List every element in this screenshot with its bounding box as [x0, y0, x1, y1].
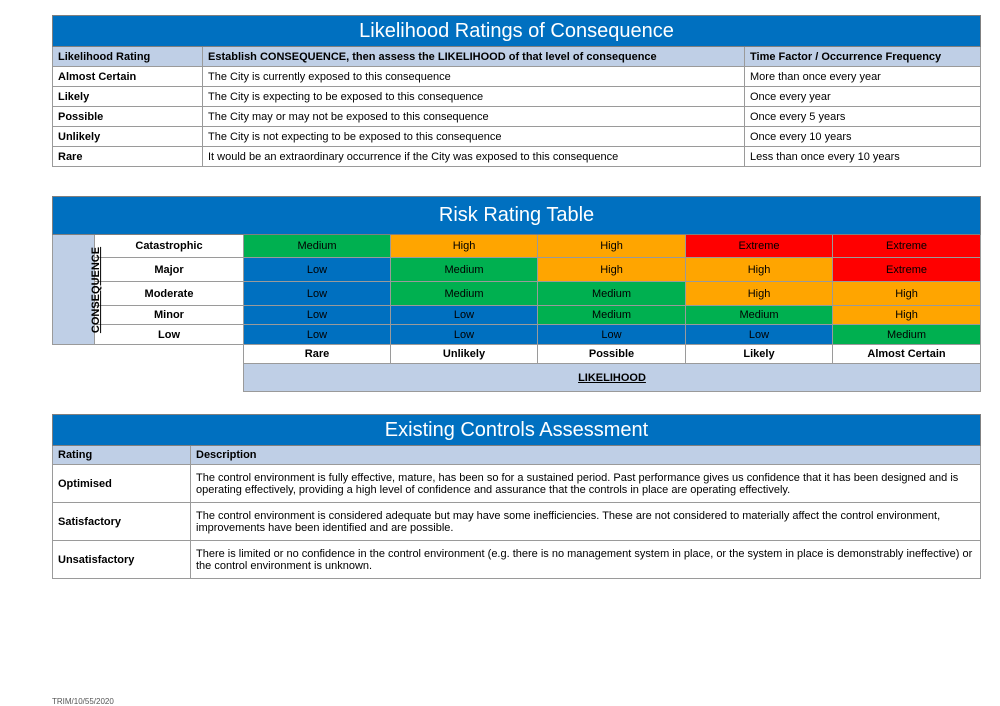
- controls-assessment-table: [52, 414, 981, 579]
- risk-cell: Low: [244, 325, 391, 345]
- description-cell: The City is not expecting to be exposed to this consequence: [203, 127, 745, 147]
- risk-cell: Low: [686, 325, 833, 345]
- risk-cell: Low: [391, 325, 538, 345]
- table-row: [53, 465, 981, 503]
- risk-cell: Low: [244, 258, 391, 282]
- risk-cell: High: [391, 235, 538, 258]
- risk-cell: Low: [244, 306, 391, 325]
- risk-cell: High: [833, 282, 981, 306]
- likelihood-label: Rare: [244, 345, 391, 364]
- document-code: TRIM/10/55/2020: [52, 697, 114, 706]
- risk-table-title: Risk Rating Table: [53, 197, 981, 235]
- risk-cell: Medium: [538, 282, 686, 306]
- header-cell: Likelihood Rating: [53, 47, 203, 67]
- consequence-label: Moderate: [95, 282, 244, 306]
- controls-table-title: Existing Controls Assessment: [53, 415, 981, 446]
- table-row: [53, 107, 981, 127]
- table-row: [53, 87, 981, 107]
- consequence-label: Minor: [95, 306, 244, 325]
- likelihood-axis-row: [53, 364, 981, 392]
- risk-cell: High: [538, 258, 686, 282]
- risk-cell: High: [538, 235, 686, 258]
- matrix-row: [53, 258, 981, 282]
- header-cell: Establish CONSEQUENCE, then assess the LIKELIHOOD of that level of consequence: [203, 47, 745, 67]
- likelihood-ratings-table: [52, 15, 981, 167]
- table-row: [53, 503, 981, 541]
- risk-cell: High: [686, 258, 833, 282]
- description-cell: The City is currently exposed to this consequence: [203, 67, 745, 87]
- matrix-row: [53, 282, 981, 306]
- rating-cell: Satisfactory: [53, 503, 191, 541]
- description-cell: The City may or may not be exposed to this consequence: [203, 107, 745, 127]
- consequence-label: Low: [95, 325, 244, 345]
- risk-cell: Low: [244, 282, 391, 306]
- table-row: [53, 541, 981, 579]
- rating-cell: Rare: [53, 147, 203, 167]
- description-cell: The City is expecting to be exposed to this consequence: [203, 87, 745, 107]
- description-cell: There is limited or no confidence in the control environment (e.g. there is no management system in place, or the system in place is demonstrably ineffective) or the control environment is unknown.: [191, 541, 981, 579]
- likelihood-axis-label: LIKELIHOOD: [244, 364, 981, 392]
- frequency-cell: More than once every year: [745, 67, 981, 87]
- rating-cell: Almost Certain: [53, 67, 203, 87]
- risk-rating-matrix: [52, 196, 981, 392]
- likelihood-label: Possible: [538, 345, 686, 364]
- rating-cell: Unlikely: [53, 127, 203, 147]
- description-cell: It would be an extraordinary occurrence if the City was exposed to this consequence: [203, 147, 745, 167]
- description-cell: The control environment is considered adequate but may have some inefficiencies. These are not considered to materially affect the control environment, improvements have been identified and are possible.: [191, 503, 981, 541]
- risk-cell: Low: [391, 306, 538, 325]
- risk-cell: Low: [538, 325, 686, 345]
- blank-cell: [53, 345, 244, 364]
- table-row: [53, 127, 981, 147]
- frequency-cell: Once every year: [745, 87, 981, 107]
- rating-cell: Unsatisfactory: [53, 541, 191, 579]
- matrix-row: [53, 325, 981, 345]
- risk-cell: Extreme: [833, 258, 981, 282]
- consequence-axis-label: [53, 235, 103, 345]
- frequency-cell: Once every 5 years: [745, 107, 981, 127]
- likelihood-table-header: [53, 47, 981, 67]
- risk-cell: Extreme: [686, 235, 833, 258]
- matrix-row: [53, 306, 981, 325]
- likelihood-labels-row: [53, 345, 981, 364]
- rating-cell: Likely: [53, 87, 203, 107]
- table-row: [53, 147, 981, 167]
- header-cell: Rating: [53, 446, 191, 465]
- likelihood-label: Likely: [686, 345, 833, 364]
- blank-cell: [53, 364, 244, 392]
- risk-cell: High: [686, 282, 833, 306]
- frequency-cell: Less than once every 10 years: [745, 147, 981, 167]
- table-row: [53, 67, 981, 87]
- risk-cell: Medium: [833, 325, 981, 345]
- risk-cell: Medium: [391, 282, 538, 306]
- frequency-cell: Once every 10 years: [745, 127, 981, 147]
- header-cell: Description: [191, 446, 981, 465]
- rating-cell: Possible: [53, 107, 203, 127]
- consequence-label: Major: [95, 258, 244, 282]
- likelihood-table-title: Likelihood Ratings of Consequence: [53, 16, 981, 47]
- rating-cell: Optimised: [53, 465, 191, 503]
- consequence-label: Catastrophic: [95, 235, 244, 258]
- controls-table-header: [53, 446, 981, 465]
- risk-cell: High: [833, 306, 981, 325]
- matrix-row: [53, 235, 981, 258]
- risk-cell: Extreme: [833, 235, 981, 258]
- risk-cell: Medium: [391, 258, 538, 282]
- risk-cell: Medium: [538, 306, 686, 325]
- risk-cell: Medium: [686, 306, 833, 325]
- header-cell: Time Factor / Occurrence Frequency: [745, 47, 981, 67]
- description-cell: The control environment is fully effective, mature, has been so for a sustained period. Past performance gives us confidence that it has been designed and is operating effectively, providing a high level of confidence and assurance that the controls in place are operating effectively.: [191, 465, 981, 503]
- likelihood-label: Unlikely: [391, 345, 538, 364]
- likelihood-label: Almost Certain: [833, 345, 981, 364]
- consequence-axis-text: CONSEQUENCE: [90, 246, 103, 333]
- risk-cell: Medium: [244, 235, 391, 258]
